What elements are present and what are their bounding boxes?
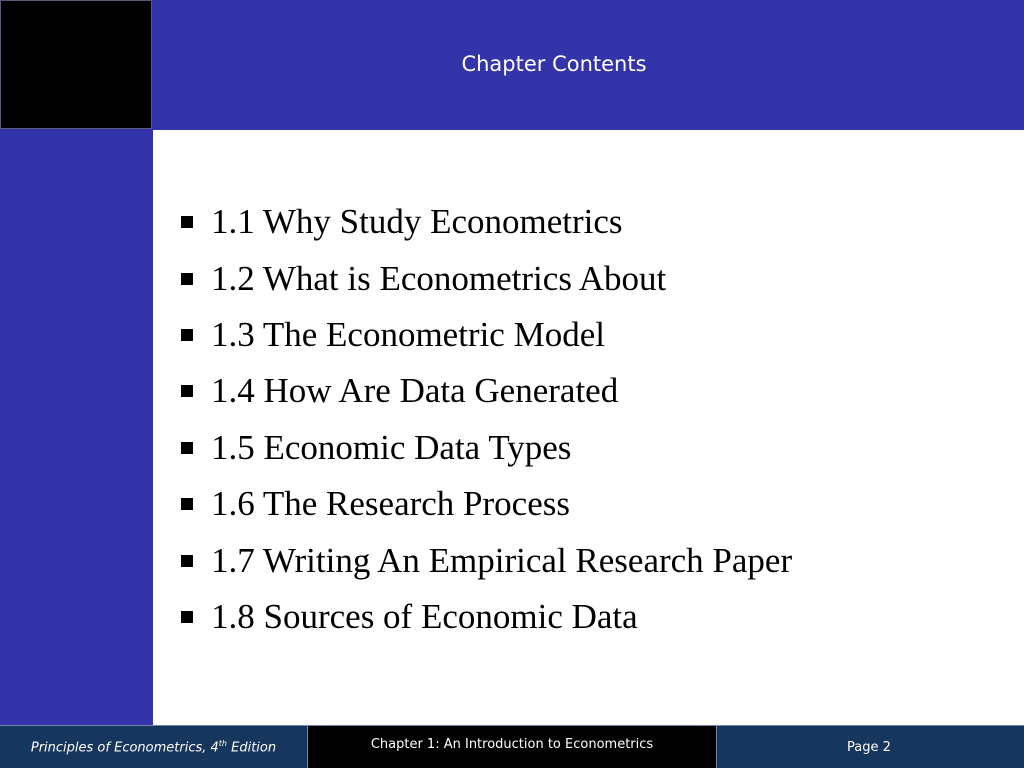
list-item-text: 1.2 What is Econometrics About [211,258,667,298]
list-item [181,194,792,250]
list-item [181,476,792,532]
square-bullet-icon [181,442,193,454]
list-item-text: 1.5 Economic Data Types [211,427,572,467]
square-bullet-icon [181,273,193,285]
corner-box [0,0,152,129]
list-item [181,589,792,645]
footer-chapter [308,725,717,768]
list-item [181,307,792,363]
footer-page [717,725,1024,768]
square-bullet-icon [181,385,193,397]
square-bullet-icon [181,611,193,623]
list-item-text: 1.3 The Econometric Model [211,314,605,354]
footer [0,725,1024,768]
book-title-text: Principles of Econometrics, 4th Edition [30,738,277,756]
square-bullet-icon [181,329,193,341]
list-item [181,420,792,476]
square-bullet-icon [181,555,193,567]
footer-book-title [0,725,308,768]
contents-list [181,194,792,645]
slide-title: Chapter Contents [461,52,647,76]
chapter-text: Chapter 1: An Introduction to Econometrics [370,736,654,752]
left-sidebar-bar [0,130,153,725]
edition-superscript: th [218,738,227,748]
list-item-text: 1.6 The Research Process [211,484,570,524]
list-item-text: 1.4 How Are Data Generated [211,371,619,411]
list-item-text: 1.1 Why Study Econometrics [211,202,623,242]
square-bullet-icon [181,498,193,510]
list-item [181,250,792,306]
list-item [181,532,792,588]
page-number: Page 2 [847,740,891,755]
list-item-text: 1.7 Writing An Empirical Research Paper [211,540,793,580]
square-bullet-icon [181,216,193,228]
slide-content [153,130,1024,725]
list-item-text: 1.8 Sources of Economic Data [211,596,638,636]
list-item [181,363,792,419]
